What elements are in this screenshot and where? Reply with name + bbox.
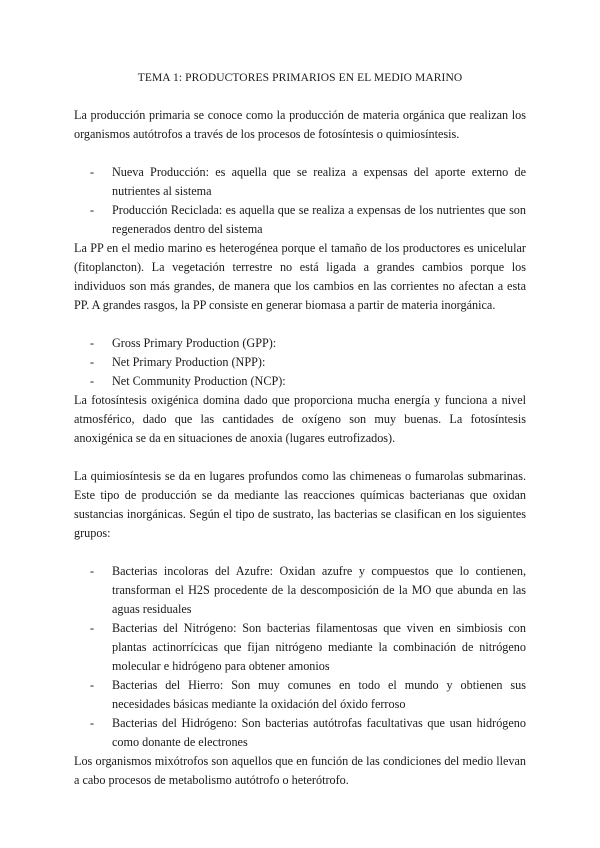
dash-bullet: - — [90, 336, 95, 350]
bacteria-groups-list — [74, 562, 526, 752]
list-item — [90, 353, 526, 372]
list-item — [90, 714, 526, 752]
dash-bullet: - — [90, 678, 95, 692]
list-item — [90, 334, 526, 353]
page-title: TEMA 1: PRODUCTORES PRIMARIOS EN EL MEDIO MARINO — [137, 72, 463, 84]
dash-bullet: - — [90, 355, 95, 369]
chemosynthesis-paragraph: La quimiosíntesis se da en lugares profundos como las chimeneas o fumarolas submarinas. Este tipo de producción se da mediante las reacciones químicas bacterianas que oxidan sustancias inorgánicas. Según el tipo de sustrato, las bacterias se clasifican en los siguientes grupos: — [74, 469, 526, 540]
list-item-text: Net Primary Production (NPP): — [112, 355, 266, 369]
mixotroph-paragraph: Los organismos mixótrofos son aquellos que en función de las condiciones del medio llevan a cabo procesos de metabolismo autótrofo o heterótrofo. — [74, 754, 526, 787]
list-item-text: Net Community Production (NCP): — [112, 374, 286, 388]
list-item — [90, 619, 526, 676]
list-item — [90, 562, 526, 619]
list-item-text: Nueva Producción: es aquella que se realiza a expensas del aporte externo de nutrientes al sistema — [112, 165, 526, 198]
dash-bullet: - — [90, 165, 95, 179]
list-item-text: Bacterias del Nitrógeno: Son bacterias filamentosas que viven en simbiosis con plantas actinorrícicas que fijan nitrógeno mediante la combinación de nitrógeno molecular e hidrógeno para obtener amonios — [112, 621, 526, 673]
dash-bullet: - — [90, 203, 95, 217]
dash-bullet: - — [90, 564, 95, 578]
dash-bullet: - — [90, 716, 95, 730]
dash-bullet: - — [90, 621, 95, 635]
list-item — [90, 201, 526, 239]
list-item-text: Bacterias del Hidrógeno: Son bacterias autótrofas facultativas que usan hidrógeno como donante de electrones — [112, 716, 526, 749]
list-item-text: Gross Primary Production (GPP): — [112, 336, 277, 350]
production-types-list — [74, 163, 526, 239]
list-item — [90, 676, 526, 714]
list-item-text: Producción Reciclada: es aquella que se realiza a expensas de los nutrientes que son regenerados dentro del sistema — [112, 203, 526, 236]
pp-paragraph: La PP en el medio marino es heterogénea porque el tamaño de los productores es unicelular (fitoplancton). La vegetación terrestre no está ligada a grandes cambios porque los individuos son más grandes, de manera que los cambios en las corrientes no afectan a esta PP. A grandes rasgos, la PP consiste en generar biomasa a partir de materia inorgánica. — [74, 241, 526, 312]
list-item — [90, 163, 526, 201]
list-item-text: Bacterias del Hierro: Son muy comunes en todo el mundo y obtienen sus necesidades básicas mediante la oxidación del óxido ferroso — [112, 678, 526, 711]
list-item — [90, 372, 526, 391]
intro-paragraph: La producción primaria se conoce como la producción de materia orgánica que realizan los organismos autótrofos a través de los procesos de fotosíntesis o quimiosíntesis. — [74, 108, 526, 141]
dash-bullet: - — [90, 374, 95, 388]
photosynthesis-paragraph: La fotosíntesis oxigénica domina dado que proporciona mucha energía y funciona a nivel atmosférico, dado que las cantidades de oxígeno son muy buenas. La fotosíntesis anoxigénica se da en situaciones de anoxia (lugares eutrofizados). — [74, 393, 526, 445]
list-item-text: Bacterias incoloras del Azufre: Oxidan azufre y compuestos que lo contienen, transforman el H2S procedente de la descomposición de la MO que abunda en las aguas residuales — [112, 564, 526, 616]
production-measures-list — [74, 334, 526, 391]
